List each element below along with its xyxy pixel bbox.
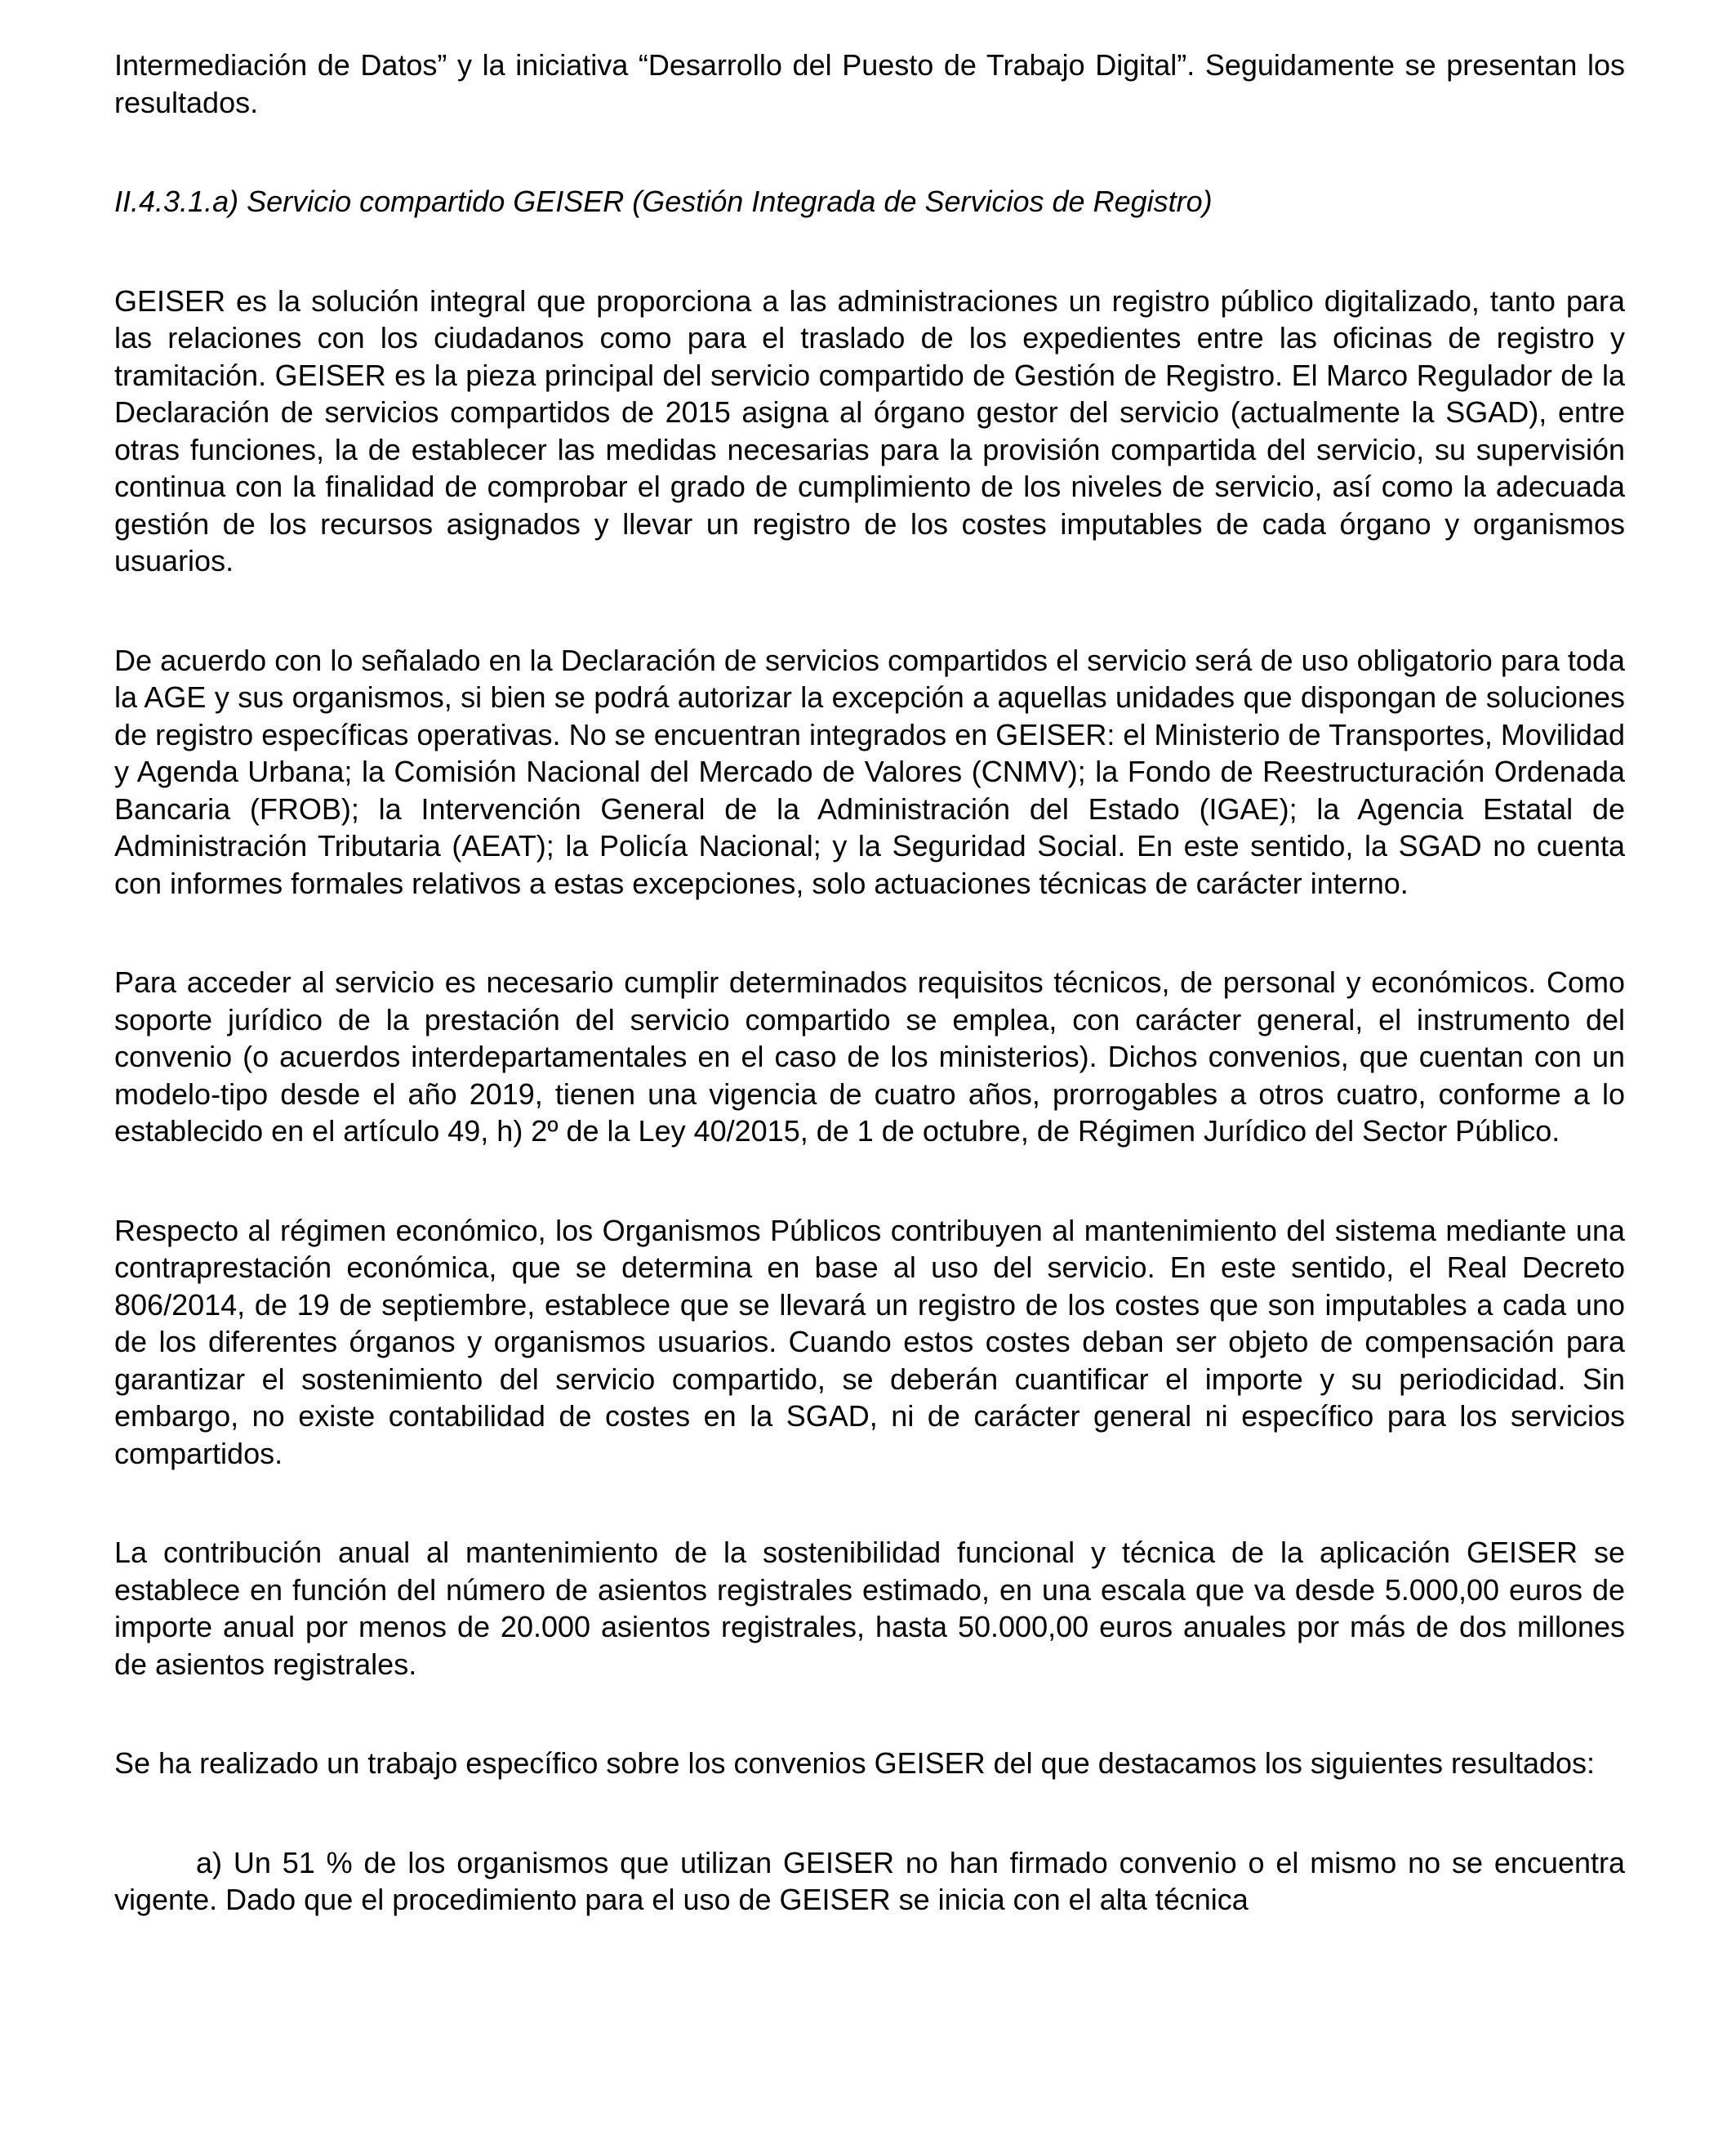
paragraph-access-requirements: Para acceder al servicio es necesario cumplir determinados requisitos técnicos, de personal y económicos. Como soporte jurídico de la prestación del servicio compartido se emplea, con carácter general, el instrumento del convenio (o acuerdos interdepartamentales en el caso de los ministerios). Dichos convenios, que cuentan con un modelo-tipo desde el año 2019, tienen una vigencia de cuatro años, prorrogables a otros cuatro, conforme a lo establecido en el artículo 49, h) 2º de la Ley 40/2015, de 1 de octubre, de Régimen Jurídico del Sector Público. <box>114 965 1625 1148</box>
paragraph-mandatory-use: De acuerdo con lo señalado en la Declaración de servicios compartidos el servicio será de uso obligatorio para toda la AGE y sus organismos, si bien se podrá autorizar la excepción a aquellas unidades que dispongan de soluciones de registro específicas operativas. No se encuentran integrados en GEISER: el Ministerio de Transportes, Movilidad y Agenda Urbana; la Comisión Nacional del Mercado de Valores (CNMV); la Fondo de Reestructuración Ordenada Bancaria (FROB); la Intervención General de la Administración del Estado (IGAE); la Agencia Estatal de Administración Tributaria (AEAT); la Policía Nacional; y la Seguridad Social. En este sentido, la SGAD no cuenta con informes formales relativos a estas excepciones, solo actuaciones técnicas de carácter interno. <box>114 643 1625 900</box>
paragraph-specific-work-intro: Se ha realizado un trabajo específico sobre los convenios GEISER del que destacamos los siguientes resultados: <box>114 1746 1596 1780</box>
paragraph-geiser-description: GEISER es la solución integral que proporciona a las administraciones un registro público digitalizado, tanto para las relaciones con los ciudadanos como para el traslado de los expedientes entre las oficinas de registro y tramitación. GEISER es la pieza principal del servicio compartido de Gestión de Registro. El Marco Regulador de la Declaración de servicios compartidos de 2015 asigna al órgano gestor del servicio (actualmente la SGAD), entre otras funciones, la de establecer las medidas necesarias para la provisión compartida del servicio, su supervisión continua con la finalidad de comprobar el grado de cumplimiento de los niveles de servicio, así como la adecuada gestión de los recursos asignados y llevar un registro de los costes imputables de cada órgano y organismos usuarios. <box>114 283 1625 577</box>
paragraph-continuation: Intermediación de Datos” y la iniciativa “Desarrollo del Puesto de Trabajo Digital”. Seguidamente se presentan los resultados. <box>114 48 1625 119</box>
paragraph-economic-regime: Respecto al régimen económico, los Organismos Públicos contribuyen al mantenimiento del sistema mediante una contraprestación económica, que se determina en base al uso del servicio. En este sentido, el Real Decreto 806/2014, de 19 de septiembre, establece que se llevará un registro de los costes que son imputables a cada uno de los diferentes órganos y organismos usuarios. Cuando estos costes deban ser objeto de compensación para garantizar el sostenimiento del servicio compartido, se deberán cuantificar el importe y su periodicidad. Sin embargo, no existe contabilidad de costes en la SGAD, ni de carácter general ni específico para los servicios compartidos. <box>114 1213 1625 1470</box>
section-heading: II.4.3.1.a) Servicio compartido GEISER (Gestión Integrada de Servicios de Registro) <box>114 185 1213 218</box>
paragraph-annual-contribution: La contribución anual al mantenimiento de la sostenibilidad funcional y técnica de la aplicación GEISER se establece en función del número de asientos registrales estimado, en una escala que va desde 5.000,00 euros de importe anual por menos de 20.000 asientos registrales, hasta 50.000,00 euros anuales por más de dos millones de asientos registrales. <box>114 1536 1625 1681</box>
list-item-a: a) Un 51 % de los organismos que utilizan GEISER no han firmado convenio o el mismo no se encuentra vigente. Dado que el procedimiento para el uso de GEISER se inicia con el alta técnica <box>114 1845 1625 1916</box>
